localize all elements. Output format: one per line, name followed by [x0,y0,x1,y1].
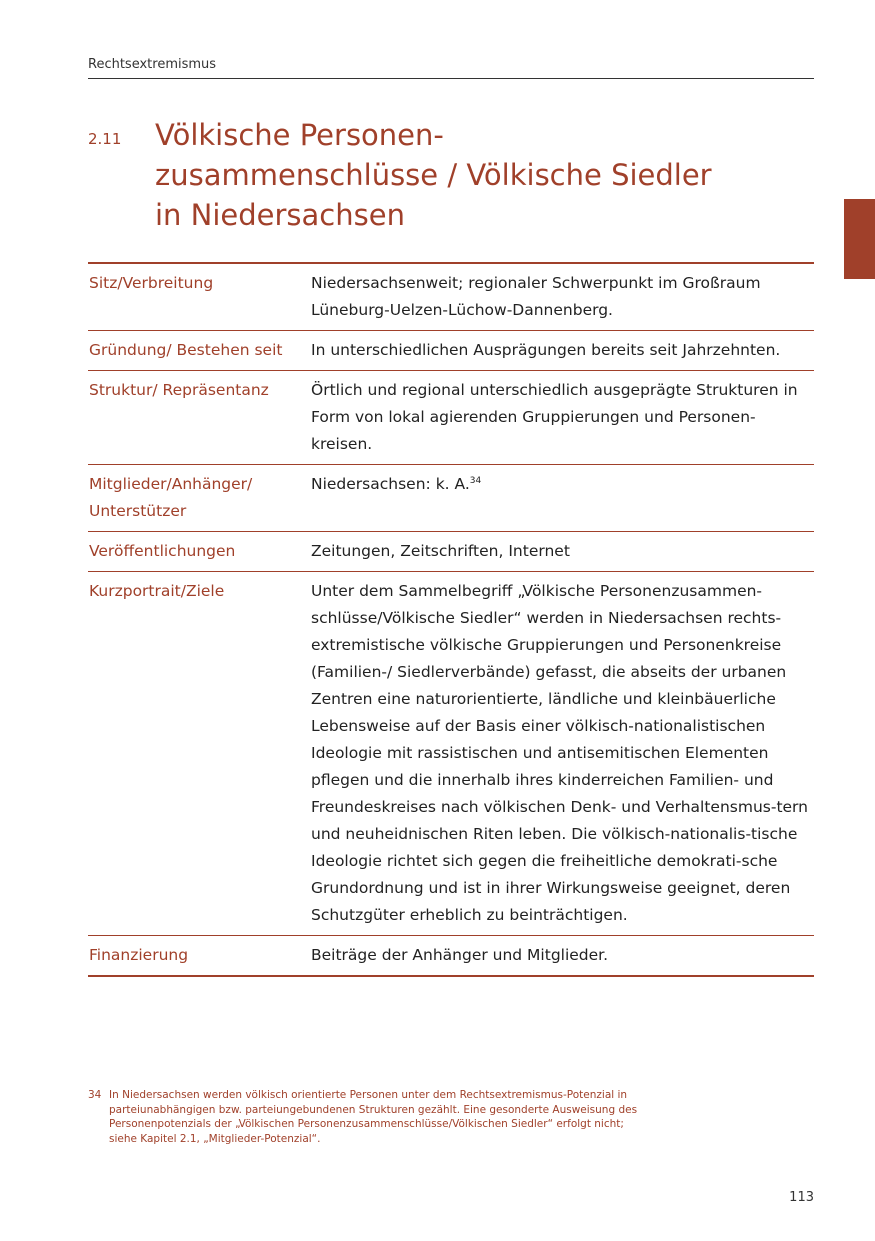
page-number: 113 [789,1190,814,1205]
row-label: Veröffentlichungen [88,532,311,572]
row-label: Finanzierung [89,946,189,964]
profile-table [88,262,814,977]
chapter-tab-marker [844,199,875,279]
table-row [88,572,814,936]
row-label: Kurzportrait/Ziele [88,572,311,936]
table-row [88,371,814,465]
row-value-text: Niedersachsen: k. A. [311,475,470,493]
table-row [88,263,814,331]
row-value: Niedersachsenweit; regionaler Schwerpunkt im Großraum Lüneburg-Uelzen-Lüchow-Dannenberg. [311,263,814,331]
row-value: Beiträge der Anhänger und Mitglieder. [311,946,609,964]
row-value: Örtlich und regional unterschiedlich ausgeprägte Strukturen in Form von lokal agierenden Gruppierungen und Personen-kreisen. [311,371,814,465]
footnote [88,1088,648,1146]
table-row [88,936,814,977]
footnote-text: In Niedersachsen werden völkisch orientierte Personen unter dem Rechtsextremismus-Potenzial in parteiunabhängigen bzw. parteiungebundenen Strukturen gezählt. Eine gesonderte Ausweisung des Personenpotenzials der „Völkischen Personenzusammenschlüsse/Völkischen Siedler“ erfolgt nicht; siehe Kapitel 2.1, „Mitglieder-Potenzial“. [109,1089,638,1145]
table-row [88,465,814,532]
section-number: 2.11 [88,130,122,148]
running-header: Rechtsextremismus [88,57,814,79]
table-row [88,532,814,572]
row-value: In unterschiedlichen Ausprägungen bereits seit Jahrzehnten. [311,331,814,371]
row-label: Struktur/ Repräsentanz [88,371,311,465]
row-value: Unter dem Sammelbegriff „Völkische Personenzusammen-schlüsse/Völkische Siedler“ werden in Niedersachsen rechts-extremistische völkische Gruppierungen und Personenkreise (Familien-/ Siedlerverbände) gefasst, die abseits der urbanen Zentren eine naturorientierte, ländliche und kleinbäuerliche Lebensweise auf der Basis einer völkisch-nationalistischen Ideologie mit rassistischen und antisemitischen Elementen pflegen und die innerhalb ihres kinderreichen Familien- und Freundeskreises nach völkischen Denk- und Verhaltensmus-tern und neuheidnischen Riten leben. Die völkisch-nationalis-tische Ideologie richtet sich gegen die freiheitliche demokrati-sche Grundordnung und ist in ihrer Wirkungsweise geeignet, deren Schutzgüter erheblich zu beinträchtigen. [311,572,814,936]
footnote-reference[interactable]: 34 [469,475,482,486]
table-row [88,331,814,371]
row-label: Gründung/ Bestehen seit [88,331,311,371]
row-label: Mitglieder/Anhänger/ Unterstützer [88,465,311,532]
row-label: Sitz/Verbreitung [88,263,311,331]
footnote-number: 34 [88,1089,102,1101]
row-value: Zeitungen, Zeitschriften, Internet [311,532,814,572]
row-value [311,465,814,532]
section-title: Völkische Personen-zusammenschlüsse / Völkische Siedler in Niedersachsen [155,118,712,232]
